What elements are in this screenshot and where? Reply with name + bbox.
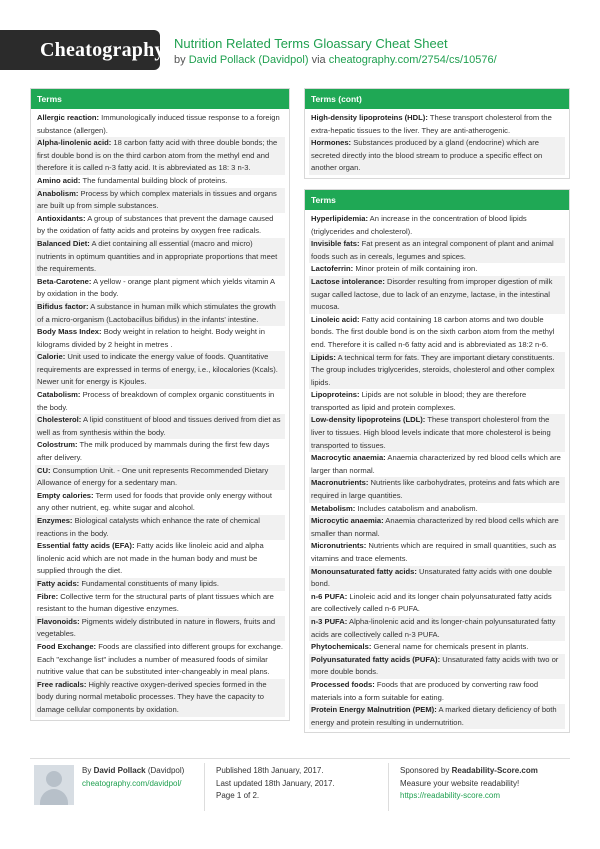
glossary-entry	[35, 679, 285, 717]
glossary-entry	[309, 591, 565, 616]
glossary-entry	[35, 213, 285, 238]
glossary-term: n-3 PUFA:	[311, 616, 348, 626]
glossary-term: Lactose intolerance:	[311, 276, 385, 286]
terms-cont-box	[304, 88, 570, 179]
page-title: Nutrition Related Terms Gloassary Cheat Sheet	[174, 36, 448, 51]
glossary-term: Lactoferrin:	[311, 264, 354, 274]
footer-divider	[388, 763, 389, 811]
author-link[interactable]: David Pollack (Davidpol)	[188, 54, 309, 66]
glossary-definition: A lipid constituent of blood and tissues derived from diet as well as from synthesis within the body.	[37, 415, 281, 437]
glossary-definition: Unsaturated fatty acids with one double bond.	[311, 566, 553, 589]
glossary-term: Linoleic acid:	[311, 314, 360, 324]
glossary-entry	[309, 641, 565, 654]
glossary-entry	[309, 503, 565, 516]
glossary-entry	[309, 112, 565, 137]
glossary-definition: General name for chemicals present in plants.	[373, 642, 529, 652]
section-body	[305, 210, 569, 732]
glossary-term: Anabolism:	[37, 188, 79, 198]
glossary-term: Balanced Diet:	[37, 238, 90, 248]
glossary-term: Bifidus factor:	[37, 301, 89, 311]
glossary-term: Metabolism:	[311, 503, 356, 513]
glossary-definition: Fat present as an integral component of plant and animal foods such as in cereals, legumes and spices.	[311, 239, 554, 261]
glossary-entry	[309, 352, 565, 390]
terms-box-right	[304, 189, 570, 733]
section-heading: Terms	[305, 190, 569, 210]
footer-author	[82, 765, 184, 790]
glossary-term: n-6 PUFA:	[311, 591, 348, 601]
glossary-term: Microcytic anaemia:	[311, 516, 384, 526]
glossary-term: Antioxidants:	[37, 213, 86, 223]
glossary-definition: These transport cholesterol from the liver to tissues. High blood levels indicate that more cholesterol is being transported to tissues.	[311, 415, 551, 450]
glossary-definition: A yellow - orange plant pigment which yields vitamin A by oxidation in the body.	[37, 276, 275, 299]
glossary-entry	[35, 439, 285, 464]
glossary-definition: The milk produced by mammals during the first few days after delivery.	[37, 440, 270, 463]
glossary-term: Alpha-linolenic acid:	[37, 138, 112, 148]
left-column	[30, 88, 290, 731]
glossary-definition: Nutrients which are required in small quantities, such as vitamins and trace elements.	[311, 541, 557, 563]
glossary-entry	[35, 578, 285, 591]
glossary-definition: Includes catabolism and anabolism.	[357, 503, 478, 513]
glossary-definition: Fundamental constituents of many lipids.	[81, 578, 219, 588]
glossary-definition: Anaemia characterized by red blood cells which are smaller than normal.	[311, 516, 559, 538]
glossary-term: Beta-Carotene:	[37, 276, 92, 286]
glossary-entry	[35, 137, 285, 175]
section-body	[305, 109, 569, 178]
glossary-definition: A substance in human milk which stimulates the growth of a micro-organism (Lactobacillus bifidus) in the infants' intestine.	[37, 301, 276, 324]
glossary-definition: Linoleic acid and its longer chain polyunsaturated fatty acids are collectively called n-6 PUFA.	[311, 591, 552, 614]
glossary-entry	[35, 351, 285, 389]
glossary-entry	[35, 238, 285, 276]
glossary-entry	[309, 238, 565, 263]
glossary-definition: Process of breakdown of complex organic constituents in the body.	[37, 390, 275, 412]
glossary-term: Empty calories:	[37, 490, 94, 500]
glossary-term: Colostrum:	[37, 440, 78, 450]
glossary-term: Macronutrients:	[311, 478, 369, 488]
footer-author-name[interactable]: David Pollack	[93, 766, 146, 775]
byline-via: via	[311, 54, 326, 66]
glossary-entry	[309, 452, 565, 477]
glossary-definition: Pigments widely distributed in nature in flowers, fruits and vegetables.	[37, 616, 276, 639]
header	[0, 0, 600, 80]
glossary-definition: Disorder resulting from improper digestion of milk sugar called lactose, due to lack of an enzyme, lactase, in the intestinal mucosa.	[311, 276, 553, 312]
footer-author-url[interactable]: cheatography.com/davidpol/	[82, 778, 182, 788]
glossary-definition: Lipids are not soluble in blood; they are therefore transported as lipid and protein complexes.	[311, 390, 527, 412]
glossary-term: Monounsaturated fatty acids:	[311, 566, 417, 576]
glossary-definition: Anaemia characterized by red blood cells which are larger than normal.	[311, 453, 561, 475]
glossary-entry	[309, 276, 565, 314]
glossary-entry	[35, 414, 285, 439]
glossary-entry	[35, 276, 285, 301]
glossary-entry	[35, 490, 285, 515]
glossary-term: Low-density lipoproteins (LDL):	[311, 415, 426, 425]
avatar-body-shape	[40, 789, 68, 805]
glossary-term: Fibre:	[37, 591, 59, 601]
glossary-definition: Unit used to indicate the energy value of foods. Quantitative requirements are expressed in terms of energy, i.e., kilocalories (Kcals). Newer unit for energy is Kjoules.	[37, 352, 278, 387]
glossary-entry	[309, 137, 565, 175]
glossary-term: Lipoproteins:	[311, 390, 360, 400]
glossary-entry	[35, 301, 285, 326]
sponsor-name[interactable]: Readability-Score.com	[451, 766, 538, 775]
footer-sponsor	[400, 765, 538, 803]
glossary-definition: A group of substances that prevent the damage caused by the oxidation of fatty acids and proteins by oxygen free radicals.	[37, 213, 274, 236]
glossary-term: Catabolism:	[37, 390, 81, 400]
cheatography-logo[interactable]	[0, 30, 165, 70]
glossary-term: Cholesterol:	[37, 415, 82, 425]
glossary-definition: These transport cholesterol from the extra-hepatic tissues to the liver. They are anti-atherogenic.	[311, 113, 552, 135]
glossary-entry	[309, 566, 565, 591]
glossary-definition: Biological catalysts which enhance the rate of chemical reactions in the body.	[37, 516, 260, 538]
glossary-term: Lipids:	[311, 352, 336, 362]
byline-by: by	[174, 54, 186, 66]
byline	[174, 52, 497, 68]
glossary-entry	[35, 616, 285, 641]
footer	[30, 758, 570, 818]
glossary-entry	[309, 213, 565, 238]
glossary-entry	[309, 616, 565, 641]
glossary-definition: Highly reactive oxygen-derived species formed in the body during normal metabolic processes. They have the capacity to damage cellular components by oxidation.	[37, 679, 267, 714]
sponsor-tagline: Measure your website readability!	[400, 778, 520, 788]
glossary-entry	[35, 641, 285, 679]
title-block	[174, 36, 497, 68]
glossary-term: Protein Energy Malnutrition (PEM):	[311, 705, 437, 715]
published-date: Published 18th January, 2017.	[216, 766, 324, 775]
page-count: Page 1 of 2.	[216, 791, 260, 800]
glossary-term: Enzymes:	[37, 516, 73, 525]
glossary-definition: Substances produced by a gland (endocrine) which are secreted directly into the blood stream to produce a specific effect on another organ.	[311, 138, 543, 173]
glossary-entry	[309, 679, 565, 704]
glossary-definition: An increase in the concentration of blood lipids (triglycerides and cholesterol).	[311, 213, 527, 236]
sponsor-url[interactable]: https://readability-score.com	[400, 791, 501, 800]
glossary-entry	[309, 414, 565, 452]
glossary-definition: Term used for foods that provide only energy without any other nutrient, eg. white sugar and alcohol.	[37, 490, 272, 513]
terms-box-left	[30, 88, 290, 721]
glossary-term: Fatty acids:	[37, 578, 80, 588]
sheet-url-link[interactable]: cheatography.com/2754/cs/10576/	[328, 54, 497, 66]
glossary-term: Amino acid:	[37, 175, 81, 185]
glossary-definition: Immunologically induced tissue response to a foreign substance (allergen).	[37, 113, 280, 135]
glossary-entry	[35, 175, 285, 188]
glossary-definition: Fatty acid containing 18 carbon atoms and two double bonds. The first double bond is on the sixth carbon atom from the methyl end. Therefore it is called n-6 fatty acid and is abbreviated as 18:2 n-6.	[311, 314, 555, 349]
glossary-entry	[35, 591, 285, 616]
glossary-definition: Foods that are produced by converting raw food materials into a form suitable for eating.	[311, 679, 539, 702]
footer-publication	[216, 765, 335, 803]
glossary-entry	[309, 263, 565, 276]
glossary-term: Macrocytic anaemia:	[311, 453, 386, 463]
glossary-entry	[309, 515, 565, 540]
glossary-definition: A technical term for fats. They are important dietary constituents. The group includes triglycerides, steroids, cholesterol and other complex lipids.	[311, 352, 555, 387]
glossary-definition: Nutrients like carbohydrates, proteins and fats which are required in large quantities.	[311, 478, 560, 501]
glossary-term: Polyunsaturated fatty acids (PUFA):	[311, 654, 441, 664]
glossary-entry	[35, 326, 285, 351]
glossary-entry	[35, 465, 285, 490]
glossary-definition: Consumption Unit. - One unit represents Recommended Dietary Allowance of energy for a sedentary man.	[37, 465, 269, 488]
glossary-term: Phytochemicals:	[311, 642, 372, 652]
glossary-entry	[309, 540, 565, 565]
glossary-term: Flavonoids:	[37, 616, 80, 626]
section-heading: Terms	[31, 89, 289, 109]
avatar-head-shape	[46, 771, 62, 787]
glossary-term: Hormones:	[311, 138, 352, 148]
glossary-entry	[35, 515, 285, 540]
glossary-term: Essential fatty acids (EFA):	[37, 541, 135, 551]
footer-author-handle: (Davidpol)	[147, 766, 185, 775]
glossary-definition: The fundamental building block of proteins.	[82, 175, 228, 185]
glossary-definition: Alpha-linolenic acid and its longer-chain polyunsaturated fatty acids are collectively called n-3 PUFA.	[311, 616, 556, 639]
glossary-entry	[35, 540, 285, 578]
glossary-definition: Foods are classified into different groups for exchange. Each "exchange list" includes a number of measured foods of similar nutritive value that can be substituted inter-changeably in meal plans.	[37, 641, 283, 677]
glossary-definition: Unsaturated fatty acids with two or more double bonds.	[311, 654, 559, 677]
glossary-definition: 18 carbon fatty acid with three double bonds; the first double bond is on the third carbon atom from the methyl end and therefore it is called n-3 fatty acid. It is abbreviated as 18: 3 n-3.	[37, 138, 278, 173]
footer-by: By	[82, 766, 92, 775]
glossary-entry	[35, 188, 285, 213]
glossary-entry	[35, 112, 285, 137]
right-column	[304, 88, 570, 743]
glossary-definition: Process by which complex materials in tissues and organs are built up from simple substances.	[37, 188, 277, 211]
author-avatar[interactable]	[34, 765, 74, 805]
glossary-definition: Body weight in relation to height. Body weight in kilograms divided by 2 height in metres .	[37, 327, 265, 349]
glossary-entry	[309, 704, 565, 729]
glossary-entry	[309, 314, 565, 352]
glossary-definition: A diet containing all essential (macro and micro) nutrients in optimum quantities and in appropriate proportions that meet the requirements.	[37, 238, 278, 274]
glossary-term: Food Exchange:	[37, 641, 97, 651]
glossary-term: High-density lipoproteins (HDL):	[311, 113, 428, 122]
section-heading: Terms (cont)	[305, 89, 569, 109]
glossary-term: Processed foods:	[311, 679, 375, 689]
glossary-entry	[309, 654, 565, 679]
glossary-term: Free radicals:	[37, 679, 87, 689]
glossary-term: Body Mass Index:	[37, 327, 102, 337]
glossary-term: Calorie:	[37, 352, 66, 362]
glossary-term: Micronutrients:	[311, 541, 367, 551]
footer-divider	[204, 763, 205, 811]
glossary-entry	[35, 389, 285, 414]
glossary-definition: A marked dietary deficiency of both energy and protein resulting in undernutrition.	[311, 705, 557, 727]
glossary-term: Invisible fats:	[311, 239, 360, 249]
glossary-entry	[309, 389, 565, 414]
section-body	[31, 109, 289, 720]
glossary-definition: Collective term for the structural parts of plant tissues which are resistant to the human digestive enzymes.	[37, 591, 274, 614]
glossary-definition: Fatty acids like linoleic acid and alpha linolenic acid which are not made in the human body and must be supplied through the diet.	[37, 541, 264, 576]
glossary-term: CU:	[37, 465, 51, 475]
glossary-definition: Minor protein of milk containing iron.	[355, 264, 478, 274]
logo-text: Cheatography	[40, 38, 165, 61]
glossary-term: Hyperlipidemia:	[311, 213, 368, 223]
glossary-entry	[309, 477, 565, 502]
updated-date: Last updated 18th January, 2017.	[216, 778, 335, 788]
glossary-term: Allergic reaction:	[37, 113, 100, 122]
sponsored-by: Sponsored by	[400, 766, 450, 775]
